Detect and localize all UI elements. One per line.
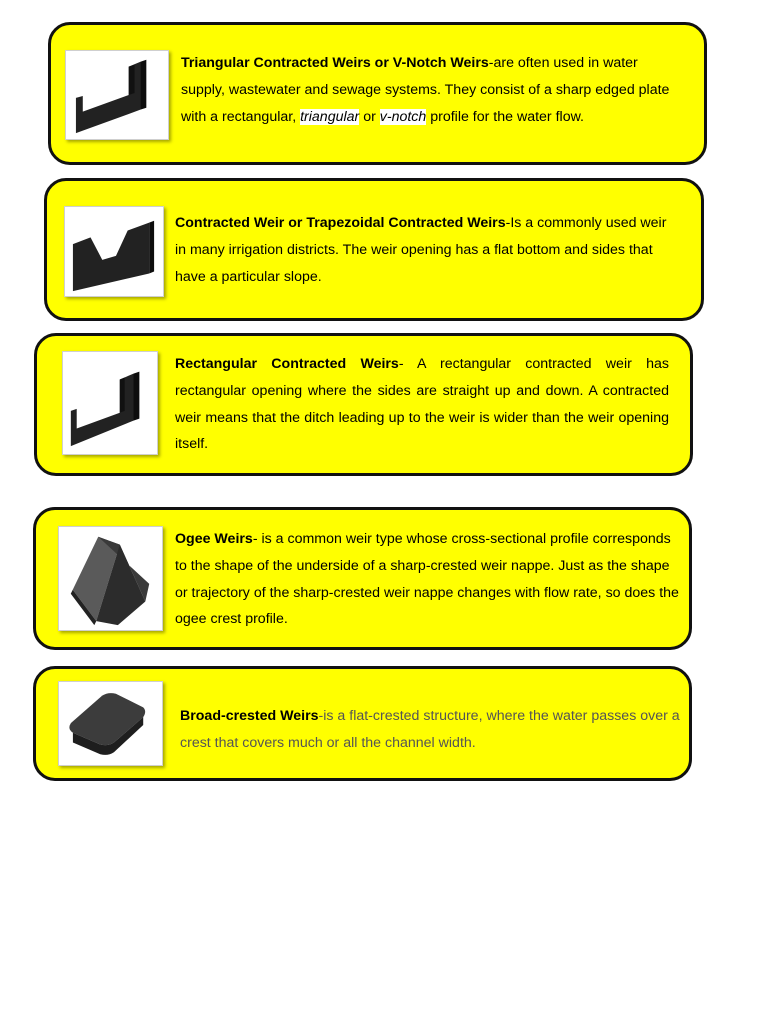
weir-card-rectangular xyxy=(34,333,693,476)
weir-title: Contracted Weir or Trapezoidal Contracted Weirs xyxy=(175,215,506,231)
weir-body: - is a common weir type whose cross-sectional profile corresponds to the shape of the underside of a sharp-crested weir nappe. Just as the shape or trajectory of the sharp-crested weir nappe changes with flow rate, so does the ogee crest profile. xyxy=(175,531,679,628)
weir-title: Triangular Contracted Weirs or V-Notch Weirs xyxy=(181,55,489,71)
weir-description xyxy=(175,526,680,633)
weir-card-triangular xyxy=(48,22,707,165)
v-notch-weir-icon xyxy=(65,50,169,140)
weir-title: Ogee Weirs xyxy=(175,531,253,547)
weir-highlight: v-notch xyxy=(379,108,427,125)
weir-body: -Is a commonly used weir in many irrigation districts. The weir opening has a flat bottom and sides that have a particular slope. xyxy=(175,215,667,285)
weir-highlight: triangular xyxy=(300,108,360,125)
ogee-weir-icon xyxy=(58,526,163,631)
weir-card-ogee xyxy=(33,507,692,650)
weir-description xyxy=(175,351,669,458)
trapezoidal-weir-icon xyxy=(64,206,164,297)
broad-crested-weir-icon xyxy=(58,681,163,766)
weir-description xyxy=(181,50,681,130)
weir-card-trapezoidal xyxy=(44,178,704,321)
weir-body: -is a flat-crested structure, where the water passes over a crest that covers much or all the channel width. xyxy=(180,708,680,751)
weir-body: - A rectangular contracted weir has rectangular opening where the sides are straight up and down. A contracted weir means that the ditch leading up to the weir is wider than the weir opening itself. xyxy=(175,356,669,453)
weir-body: profile for the water flow. xyxy=(426,108,584,125)
weir-description xyxy=(180,703,680,757)
weir-title: Rectangular Contracted Weirs xyxy=(175,356,399,372)
weir-body: or xyxy=(359,108,380,125)
weir-description xyxy=(175,210,675,290)
weir-card-broad-crested xyxy=(33,666,692,781)
weir-title: Broad-crested Weirs xyxy=(180,708,319,724)
rectangular-weir-icon xyxy=(62,351,158,455)
weir-body: -are often used in water supply, wastewater and sewage systems. They consist of a sharp edged plate with a rectangular, xyxy=(181,55,670,125)
